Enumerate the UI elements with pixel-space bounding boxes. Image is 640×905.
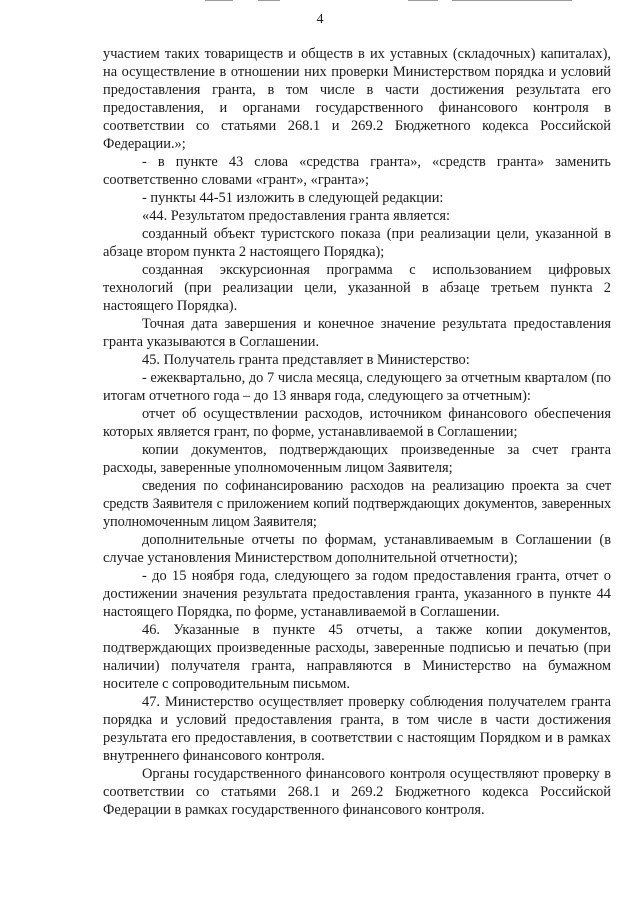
paragraph: созданная экскурсионная программа с использованием цифровых технологий (при реализации цели, указанной в абзаце третьем пункта 2 настоящего Порядка).: [103, 262, 611, 314]
paragraph: «44. Результатом предоставления гранта является:: [142, 208, 451, 224]
document-body: [103, 45, 611, 819]
paragraph: - пункты 44-51 изложить в следующей редакции:: [142, 190, 444, 206]
paragraph: Органы государственного финансового контроля осуществляют проверку в соответствии со статьями 268.1 и 269.2 Бюджетного кодекса Российской Федерации в рамках государственного финансового контроля.: [103, 766, 611, 818]
paragraph: - в пункте 43 слова «средства гранта», «средств гранта» заменить соответственно словами «грант», «гранта»;: [103, 154, 611, 188]
paragraph: - до 15 ноября года, следующего за годом предоставления гранта, отчет о достижении значения результата предоставления гранта, указанного в пункте 44 настоящего Порядка, по форме, устанавливаемой в Соглашении.: [103, 568, 611, 620]
page-number: 4: [316, 12, 324, 27]
paragraph: участием таких товариществ и обществ в их уставных (складочных) капиталах), на осуществление в отношении них проверки Министерством порядка и условий предоставления гранта, в том числе в части достижения результата его предоставления, и органами государственного финансового контроля в соответствии со статьями 268.1 и 269.2 Бюджетного кодекса Российской Федерации.»;: [103, 46, 611, 152]
scan-artifact-line: [258, 0, 280, 1]
paragraph: копии документов, подтверждающих произведенные за счет гранта расходы, заверенные уполномоченным лицом Заявителя;: [103, 442, 611, 476]
paragraph: дополнительные отчеты по формам, устанавливаемым в Соглашении (в случае установления Министерством дополнительной отчетности);: [103, 532, 611, 566]
paragraph: 47. Министерство осуществляет проверку соблюдения получателем гранта порядка и условий предоставления гранта, в том числе в части достижения результата его предоставления, в соответствии с настоящим Порядком и в рамках внутреннего финансового контроля.: [103, 694, 611, 764]
scan-artifact-line: [205, 0, 233, 1]
scan-artifact-line: [452, 0, 572, 1]
paragraph: отчет об осуществлении расходов, источником финансового обеспечения которых является грант, по форме, устанавливаемой в Соглашении;: [103, 406, 611, 440]
paragraph: сведения по софинансированию расходов на реализацию проекта за счет средств Заявителя с приложением копий подтверждающих документов, заверенных уполномоченным лицом Заявителя;: [103, 478, 611, 530]
paragraph: - ежеквартально, до 7 числа месяца, следующего за отчетным кварталом (по итогам отчетного года – до 13 января года, следующего за отчетным):: [103, 370, 611, 404]
scan-artifact-line: [408, 0, 438, 1]
paragraph: 46. Указанные в пункте 45 отчеты, а также копии документов, подтверждающих произведенные расходы, заверенные подписью и печатью (при наличии) получателя гранта, направляются в Министерство на бумажном носителе с сопроводительным письмом.: [103, 622, 611, 692]
paragraph: 45. Получатель гранта представляет в Министерство:: [142, 352, 470, 368]
paragraph: Точная дата завершения и конечное значение результата предоставления гранта указываются в Соглашении.: [103, 316, 611, 350]
paragraph: созданный объект туристского показа (при реализации цели, указанной в абзаце втором пункта 2 настоящего Порядка);: [103, 226, 611, 260]
